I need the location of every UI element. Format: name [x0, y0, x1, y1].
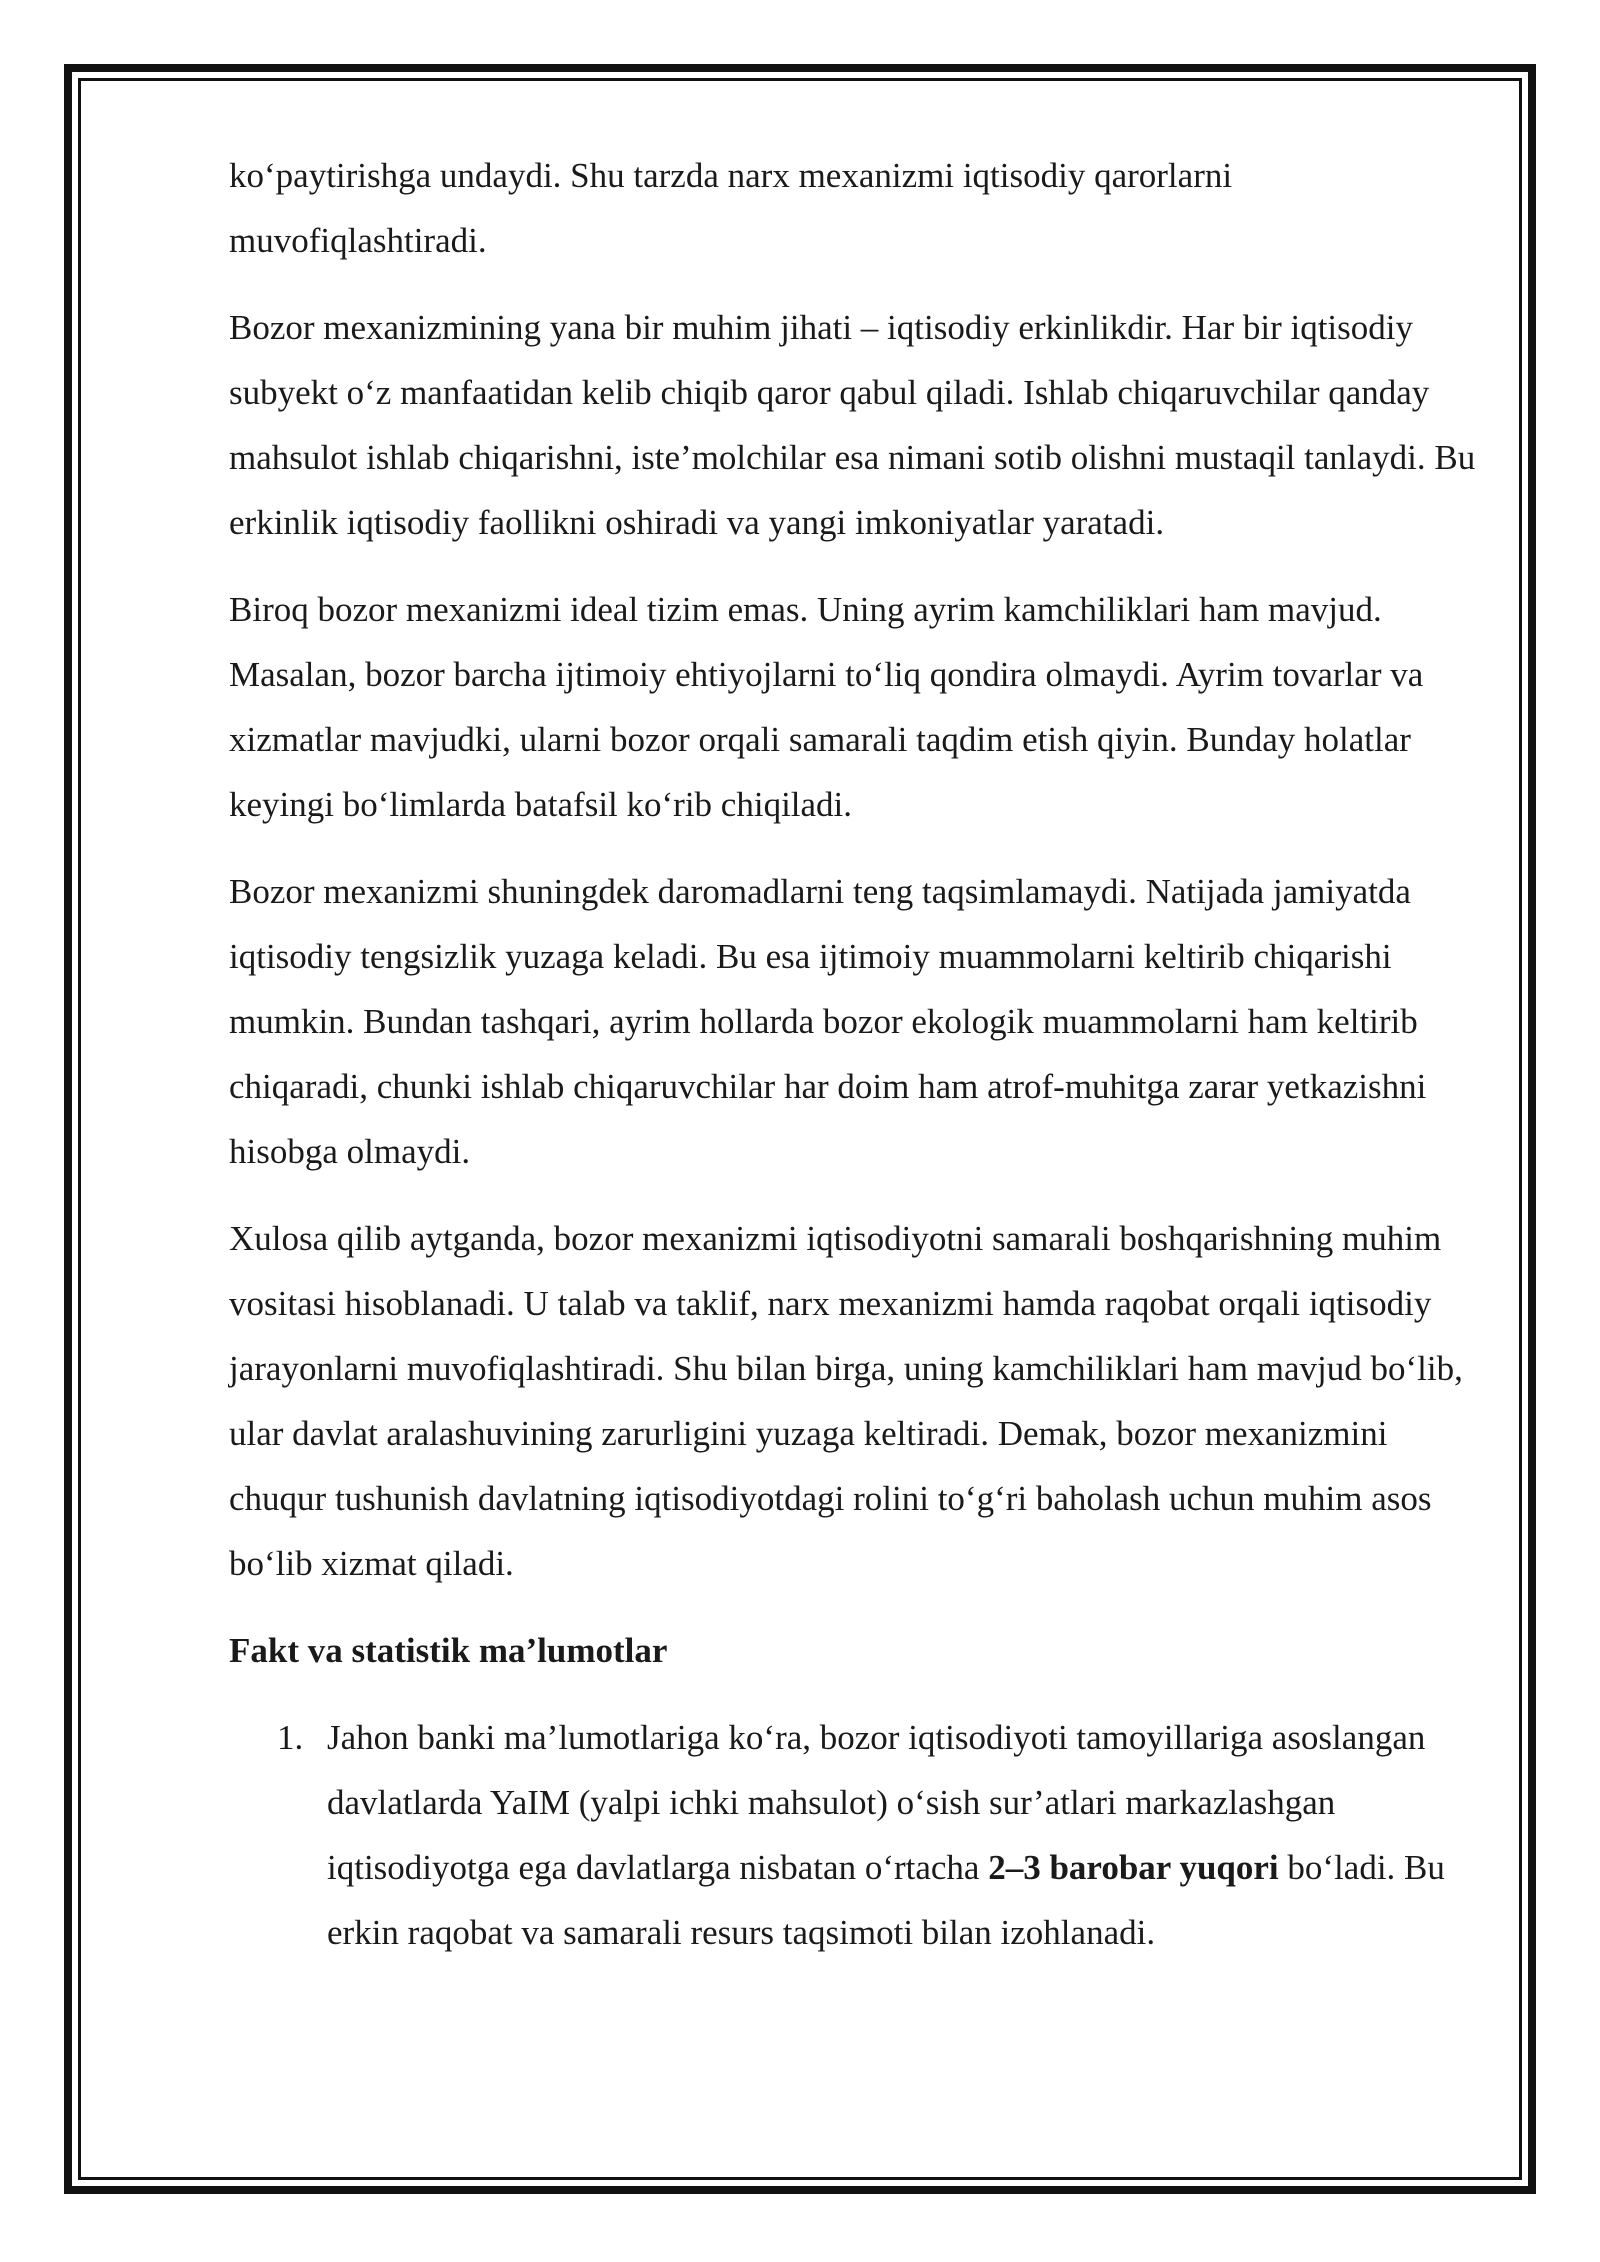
paragraph-3: Biroq bozor mexanizmi ideal tizim emas. Uning ayrim kamchiliklari ham mavjud. Masalan, bozor barcha ijtimoiy ehtiyojlarni to‘liq qondira olmaydi. Ayrim tovarlar va xizmatlar mavjudki, ularni bozor orqali samarali taqdim etish qiyin. Bunday holatlar keyingi bo‘limlarda batafsil ko‘rib chiqiladi.: [229, 590, 1424, 824]
list-item-text-before: Jahon banki ma’lumotlariga ko‘ra, bozor iqtisodiyoti tamoyillariga asoslangan davlatlarda YaIM (yalpi ichki mahsulot) o‘sish sur’atlari markazlashgan iqtisodiyotga ega davlatlarga nisbatan o‘rtacha: [327, 1718, 1426, 1887]
facts-list: [229, 1705, 1489, 1965]
list-item: [229, 1705, 1489, 1965]
list-item-text-after: bo‘ladi. Bu erkin raqobat va samarali resurs taqsimoti bilan izohlanadi.: [327, 1848, 1445, 1952]
paragraph-1: ko‘paytirishga undaydi. Shu tarzda narx mexanizmi iqtisodiy qarorlarni muvofiqlashtiradi.: [229, 156, 1233, 260]
document-body: [229, 143, 1489, 1965]
list-item-text-bold: 2–3 barobar yuqori: [988, 1848, 1279, 1887]
section-heading: Fakt va statistik ma’lumotlar: [229, 1631, 668, 1670]
list-item-number: 1.: [277, 1718, 304, 1757]
paragraph-5: Xulosa qilib aytganda, bozor mexanizmi iqtisodiyotni samarali boshqarishning muhim vositasi hisoblanadi. U talab va taklif, narx mexanizmi hamda raqobat orqali iqtisodiy jarayonlarni muvofiqlashtiradi. Shu bilan birga, uning kamchiliklari ham mavjud bo‘lib, ular davlat aralashuvining zarurligini yuzaga keltiradi. Demak, bozor mexanizmini chuqur tushunish davlatning iqtisodiyotdagi rolini to‘g‘ri baholash uchun muhim asos bo‘lib xizmat qiladi.: [229, 1219, 1463, 1583]
paragraph-2: Bozor mexanizmining yana bir muhim jihati – iqtisodiy erkinlikdir. Har bir iqtisodiy subyekt o‘z manfaatidan kelib chiqib qaror qabul qiladi. Ishlab chiqaruvchilar qanday mahsulot ishlab chiqarishni, iste’molchilar esa nimani sotib olishni mustaqil tanlaydi. Bu erkinlik iqtisodiy faollikni oshiradi va yangi imkoniyatlar yaratadi.: [229, 308, 1476, 542]
paragraph-4: Bozor mexanizmi shuningdek daromadlarni teng taqsimlamaydi. Natijada jamiyatda iqtisodiy tengsizlik yuzaga keladi. Bu esa ijtimoiy muammolarni keltirib chiqarishi mumkin. Bundan tashqari, ayrim hollarda bozor ekologik muammolarni ham keltirib chiqaradi, chunki ishlab chiqaruvchilar har doim ham atrof-muhitga zarar yetkazishni hisobga olmaydi.: [229, 872, 1427, 1171]
